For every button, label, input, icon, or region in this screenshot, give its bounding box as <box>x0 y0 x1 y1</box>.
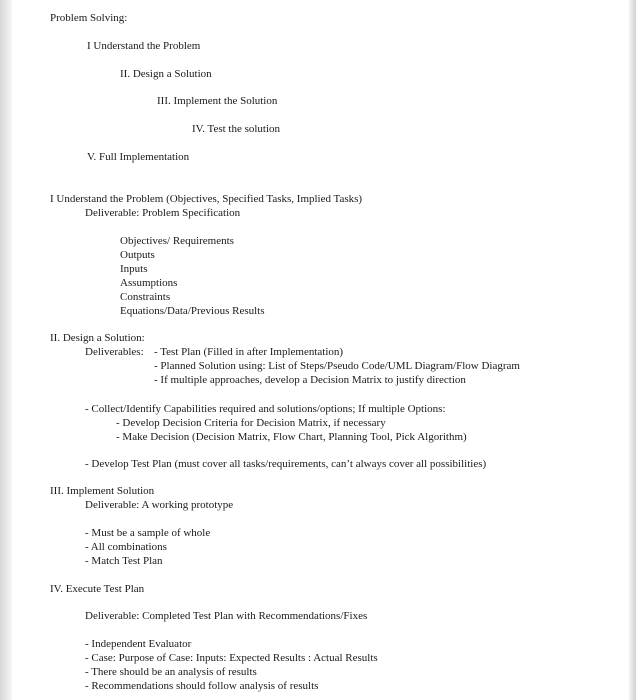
section-4-item: - Independent Evaluator <box>85 638 192 650</box>
section-3-item: - All combinations <box>85 541 167 553</box>
section-2-deliverable: - Planned Solution using: List of Steps/Pseudo Code/UML Diagram/Flow Diagram <box>154 360 520 372</box>
section-2-collect-sub: - Develop Decision Criteria for Decision Matrix, if necessary <box>116 417 386 429</box>
outline-title: Problem Solving: <box>50 12 128 24</box>
section-4-heading: IV. Execute Test Plan <box>50 583 145 595</box>
section-4-item: - Recommendations should follow analysis of results <box>85 680 319 692</box>
section-3-deliverable: Deliverable: A working prototype <box>85 499 234 511</box>
outline-step-2: II. Design a Solution <box>120 68 212 80</box>
section-2-collect-sub: - Make Decision (Decision Matrix, Flow Chart, Planning Tool, Pick Algorithm) <box>116 431 467 443</box>
outline-step-4: IV. Test the solution <box>192 123 281 135</box>
section-1-item: Assumptions <box>120 277 178 289</box>
section-2-collect: - Collect/Identify Capabilities required and solutions/options; If multiple Options: <box>85 403 446 415</box>
section-2-heading: II. Design a Solution: <box>50 332 145 344</box>
section-1-item: Outputs <box>120 249 155 261</box>
section-1-heading: I Understand the Problem (Objectives, Specified Tasks, Implied Tasks) <box>50 193 363 205</box>
section-3-item: - Match Test Plan <box>85 555 163 567</box>
section-4-item: - Case: Purpose of Case: Inputs: Expected Results : Actual Results <box>85 652 378 664</box>
section-1-item: Equations/Data/Previous Results <box>120 305 265 317</box>
section-1-item: Objectives/ Requirements <box>120 235 234 247</box>
section-2-test-plan: - Develop Test Plan (must cover all tasks/requirements, can’t always cover all possibilities) <box>85 458 487 470</box>
section-2-deliverable: - Test Plan (Filled in after Implementation) <box>154 346 344 358</box>
outline-step-1: I Understand the Problem <box>87 40 201 52</box>
section-4-item: - There should be an analysis of results <box>85 666 257 678</box>
document-page <box>12 0 628 700</box>
page-right-edge <box>628 0 636 700</box>
outline-step-3: III. Implement the Solution <box>157 95 278 107</box>
page-left-edge <box>0 0 12 700</box>
section-3-item: - Must be a sample of whole <box>85 527 211 539</box>
section-1-item: Inputs <box>120 263 148 275</box>
section-3-heading: III. Implement Solution <box>50 485 155 497</box>
section-1-item: Constraints <box>120 291 171 303</box>
outline-step-5: V. Full Implementation <box>87 151 190 163</box>
section-1-deliverable: Deliverable: Problem Specification <box>85 207 241 219</box>
section-2-deliverables-label: Deliverables: <box>85 346 144 358</box>
section-4-deliverable: Deliverable: Completed Test Plan with Recommendations/Fixes <box>85 610 368 622</box>
section-2-deliverable: - If multiple approaches, develop a Decision Matrix to justify direction <box>154 374 466 386</box>
